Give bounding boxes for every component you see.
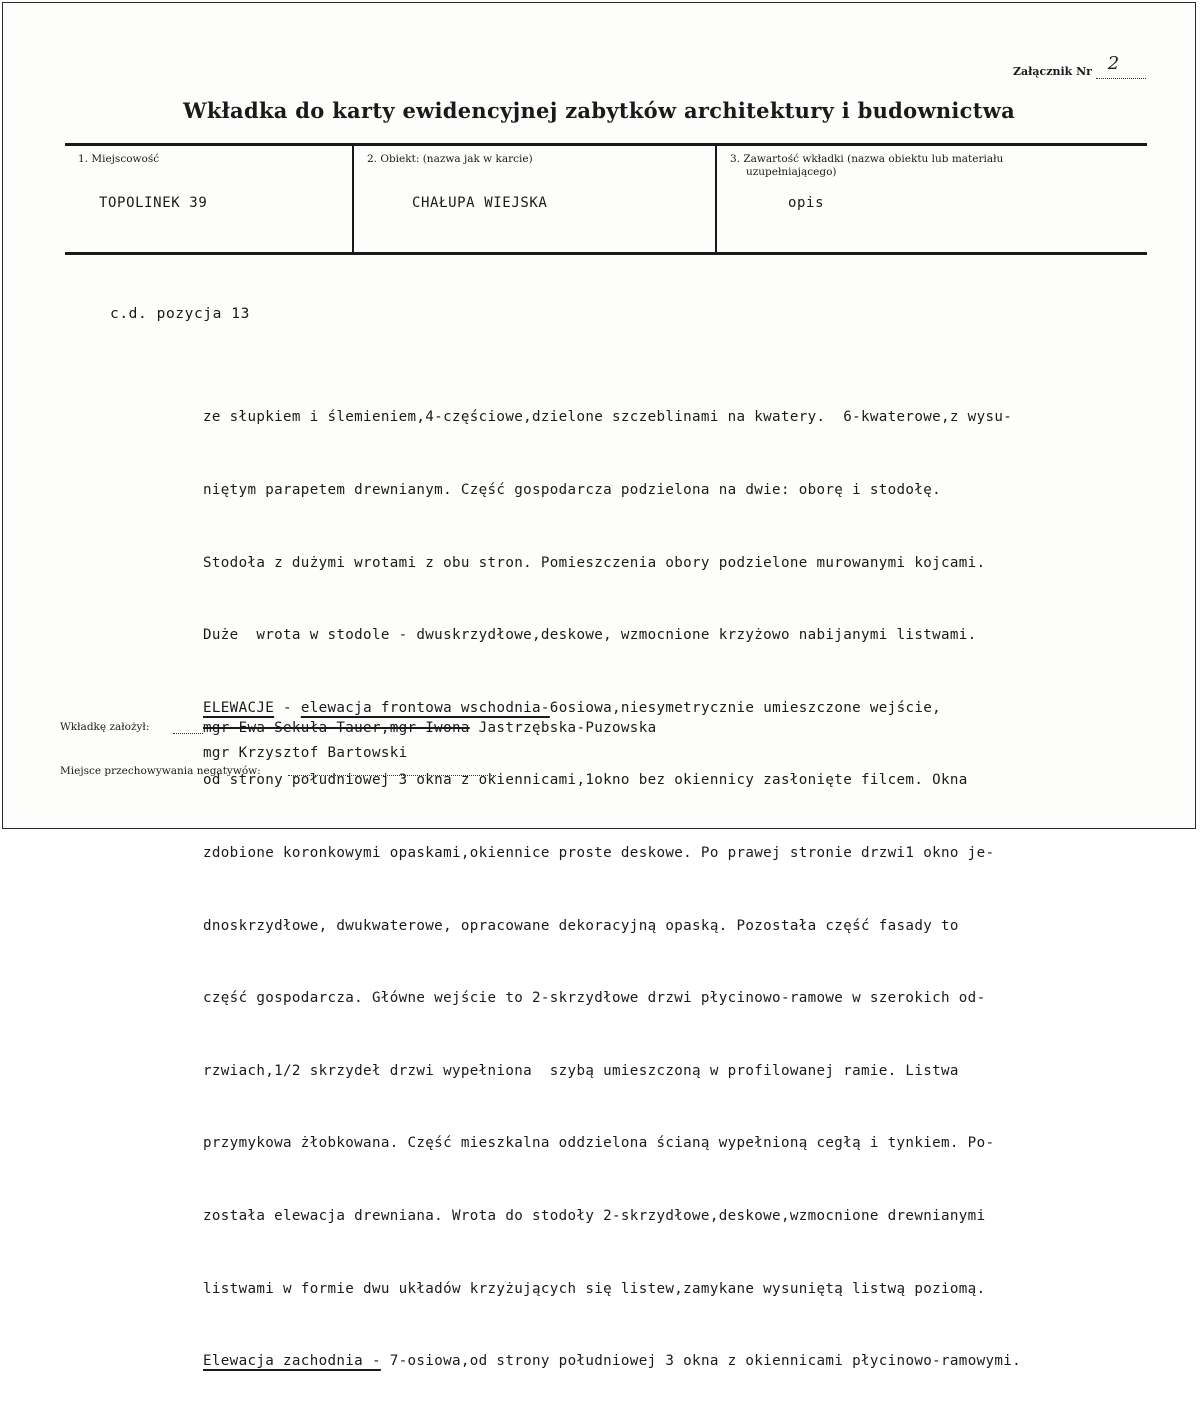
author-remaining-name: Jastrzębska-Puzowska bbox=[469, 720, 657, 736]
field-locality-value: TOPOLINEK 39 bbox=[99, 195, 208, 211]
card-title: Wkładka do karty ewidencyjnej zabytków architektury i budownictwa bbox=[182, 98, 1016, 123]
negatives-location-field bbox=[288, 775, 496, 776]
text-line-1: ze słupkiem i ślemieniem,4-częściowe,dzielone szczeblinami na kwatery. 6-kwaterowe,z wysu- bbox=[203, 409, 1013, 426]
text-line-4: Duże wrota w stodole - dwuskrzydłowe,deskowe, wzmocnione krzyżowo nabijanymi listwami. bbox=[203, 627, 977, 644]
field-object-label: 2. Obiekt: (nazwa jak w karcie) bbox=[367, 153, 533, 165]
field-object-value: CHAŁUPA WIEJSKA bbox=[412, 195, 548, 211]
authors-label: Wkładkę założył: bbox=[60, 721, 150, 733]
text-line-12: została elewacja drewniana. Wrota do stodoły 2-skrzydłowe,deskowe,wzmocnione drewnianymi bbox=[203, 1207, 986, 1224]
authors-dotline bbox=[173, 733, 203, 734]
text-line-8: dnoskrzydłowe, dwukwaterowe, opracowane dekoracyjną opaską. Pozostała część fasady to bbox=[203, 917, 959, 934]
text-line-10: rzwiach,1/2 skrzydeł drzwi wypełniona szybą umieszczoną w profilowanej ramie. Listwa bbox=[203, 1062, 959, 1079]
author-struck-names: mgr Ewa Sekuła-Tauer,mgr Iwona bbox=[203, 720, 470, 736]
table-top-rule bbox=[65, 143, 1147, 146]
authors-line-1 bbox=[203, 720, 656, 736]
attachment-number-value: 2 bbox=[1107, 53, 1120, 74]
text-line-7: zdobione koronkowymi opaskami,okiennice proste deskowe. Po prawej stronie drzwi1 okno je- bbox=[203, 844, 995, 861]
continuation-heading: c.d. pozycja 13 bbox=[110, 306, 250, 322]
authors-line-2: mgr Krzysztof Bartowski bbox=[203, 745, 408, 761]
field-locality-label: 1. Miejscowość bbox=[78, 153, 160, 165]
section-elevations-heading: ELEWACJE bbox=[203, 699, 275, 716]
field-content-label-line2: uzupełniającego) bbox=[746, 166, 837, 178]
description-body bbox=[203, 357, 1143, 1422]
record-card bbox=[2, 2, 1196, 1370]
text-line-14 bbox=[203, 1349, 1143, 1373]
attachment-number bbox=[1013, 53, 1146, 79]
field-content-label-line1: 3. Zawartość wkładki (nazwa obiektu lub materiału bbox=[730, 153, 1004, 165]
text-line-5 bbox=[203, 696, 1143, 720]
field-content-label bbox=[730, 153, 1003, 179]
attachment-label: Załącznik Nr bbox=[1013, 65, 1092, 78]
text-line-6: od strony południowej 3 okna z okiennicami,1okno bez okiennicy zasłonięte filcem. Okna bbox=[203, 772, 968, 789]
west-elevation-text: 7-osiowa,od strony południowej 3 okna z okiennicami płycinowo-ramowymi. bbox=[380, 1353, 1022, 1370]
table-bottom-rule bbox=[65, 252, 1147, 255]
negatives-location-label: Miejsce przechowywania negatywów: bbox=[60, 765, 261, 777]
front-elevation-heading: elewacja frontowa wschodnia- bbox=[300, 699, 550, 716]
column-divider-2 bbox=[715, 143, 717, 254]
dash-separator: - bbox=[274, 699, 301, 716]
text-line-2: niętym parapetem drewnianym. Część gospodarcza podzielona na dwie: oborę i stodołę. bbox=[203, 482, 942, 498]
front-elevation-text: 6osiowa,niesymetrycznie umieszczone wejście, bbox=[549, 699, 942, 716]
text-line-9: część gospodarcza. Główne wejście to 2-skrzydłowe drzwi płycinowo-ramowe w szerokich od- bbox=[203, 990, 986, 1007]
text-line-11: przymykowa żłobkowana. Część mieszkalna oddzielona ścianą wypełnioną cegłą i tynkiem. Po- bbox=[203, 1135, 995, 1152]
attachment-number-field bbox=[1096, 53, 1146, 79]
field-content-value: opis bbox=[788, 195, 825, 211]
column-divider-1 bbox=[352, 143, 354, 254]
text-line-13: listwami w formie dwu układów krzyżujących się listew,zamykane wysuniętą listwą poziomą. bbox=[203, 1280, 986, 1297]
text-line-3: Stodoła z dużymi wrotami z obu stron. Pomieszczenia obory podzielone murowanymi kojcami. bbox=[203, 554, 986, 571]
west-elevation-heading: Elewacja zachodnia - bbox=[203, 1353, 381, 1370]
